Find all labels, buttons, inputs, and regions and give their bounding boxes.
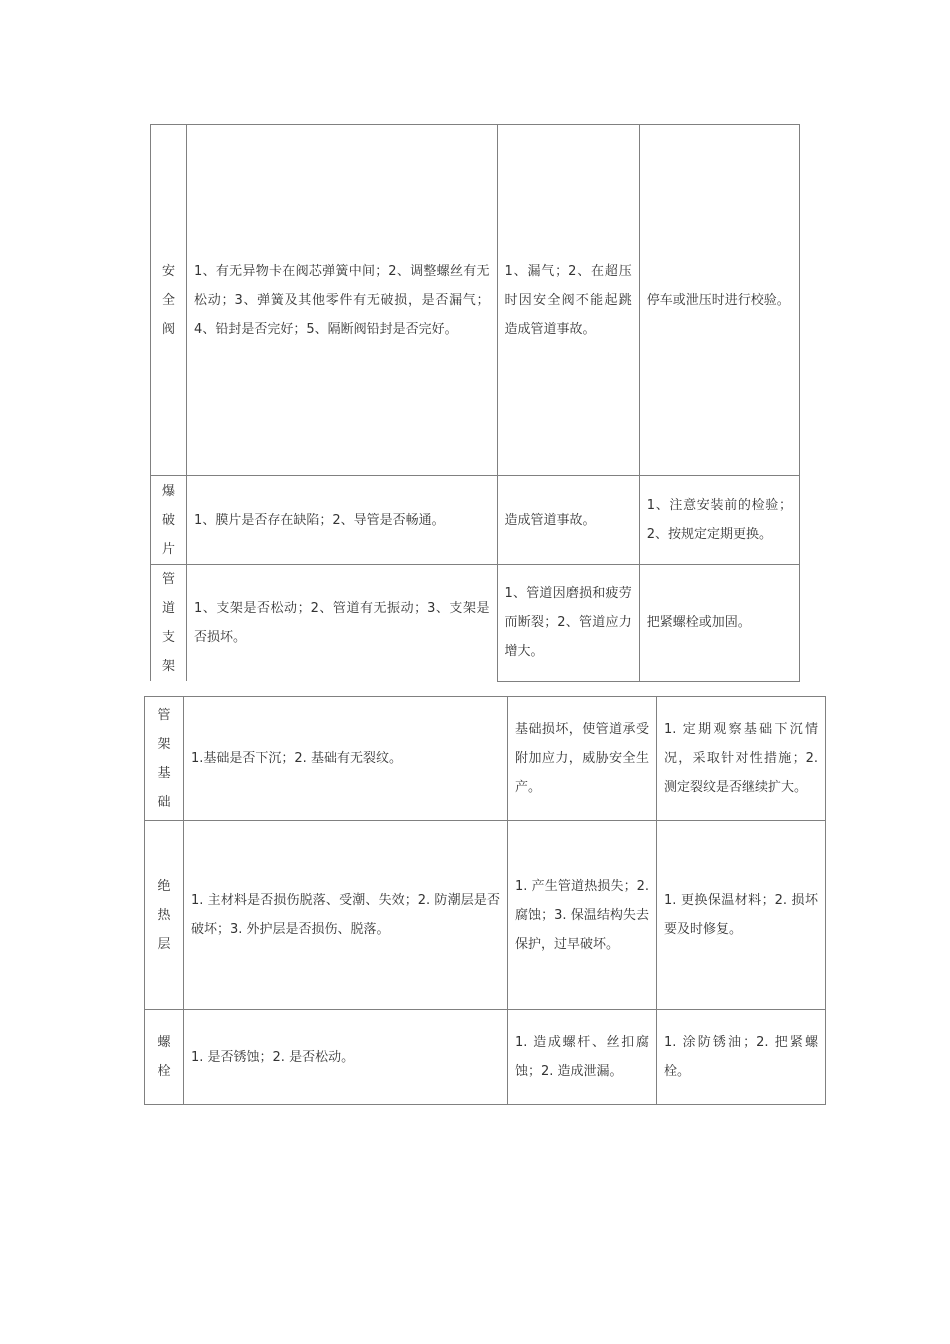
table-row	[145, 821, 826, 1010]
consequence-cell: 1、漏气；2、在超压时因安全阀不能起跳造成管道事故。	[497, 125, 639, 476]
category-label: 安全阀	[162, 263, 176, 337]
measure-cell: 1. 更换保温材料；2. 损坏要及时修复。	[657, 821, 826, 1010]
consequence-cell: 造成管道事故。	[497, 476, 639, 565]
table-row	[145, 697, 826, 821]
measure-cell: 1. 定期观察基础下沉情况，采取针对性措施；2. 测定裂纹是否继续扩大。	[657, 697, 826, 821]
category-label: 管架基础	[157, 707, 171, 810]
table-row	[145, 1010, 826, 1105]
measure-cell: 把紧螺栓或加固。	[639, 565, 799, 682]
table-row	[151, 476, 800, 565]
consequence-cell: 1、管道因磨损和疲劳而断裂；2、管道应力增大。	[497, 565, 639, 682]
category-cell	[145, 697, 184, 821]
inspection-content-cell: 1、膜片是否存在缺陷；2、导管是否畅通。	[187, 476, 497, 565]
category-cell	[145, 1010, 184, 1105]
inspection-table-part-1	[150, 124, 800, 682]
category-label: 管道支架	[162, 572, 176, 674]
category-label: 绝热层	[157, 878, 171, 952]
inspection-content-cell: 1.基础是否下沉；2. 基础有无裂纹。	[184, 697, 508, 821]
inspection-content-cell: 1. 主材料是否损伤脱落、受潮、失效；2. 防潮层是否破坏；3. 外护层是否损伤、脱落。	[184, 821, 508, 1010]
category-cell	[145, 821, 184, 1010]
inspection-content-cell: 1、支架是否松动；2、管道有无振动；3、支架是否损坏。	[187, 565, 497, 682]
table-row	[151, 125, 800, 476]
measure-cell: 停车或泄压时进行校验。	[639, 125, 799, 476]
consequence-cell: 1. 产生管道热损失；2. 腐蚀；3. 保温结构失去保护，过早破坏。	[508, 821, 657, 1010]
consequence-cell: 1. 造成螺杆、丝扣腐蚀；2. 造成泄漏。	[508, 1010, 657, 1105]
category-cell	[151, 565, 187, 682]
category-label: 爆破片	[162, 483, 176, 557]
category-cell	[151, 476, 187, 565]
measure-cell: 1. 涂防锈油；2. 把紧螺栓。	[657, 1010, 826, 1105]
inspection-content-cell: 1、有无异物卡在阀芯弹簧中间；2、调整螺丝有无松动；3、弹簧及其他零件有无破损，是否漏气；4、铅封是否完好；5、隔断阀铅封是否完好。	[187, 125, 497, 476]
consequence-cell: 基础损坏，使管道承受附加应力，威胁安全生产。	[508, 697, 657, 821]
inspection-content-cell: 1. 是否锈蚀；2. 是否松动。	[184, 1010, 508, 1105]
inspection-table-part-2	[144, 696, 826, 1105]
category-cell	[151, 125, 187, 476]
measure-cell: 1、注意安装前的检验；2、按规定定期更换。	[639, 476, 799, 565]
table-row	[151, 565, 800, 682]
category-label: 螺栓	[157, 1035, 171, 1079]
